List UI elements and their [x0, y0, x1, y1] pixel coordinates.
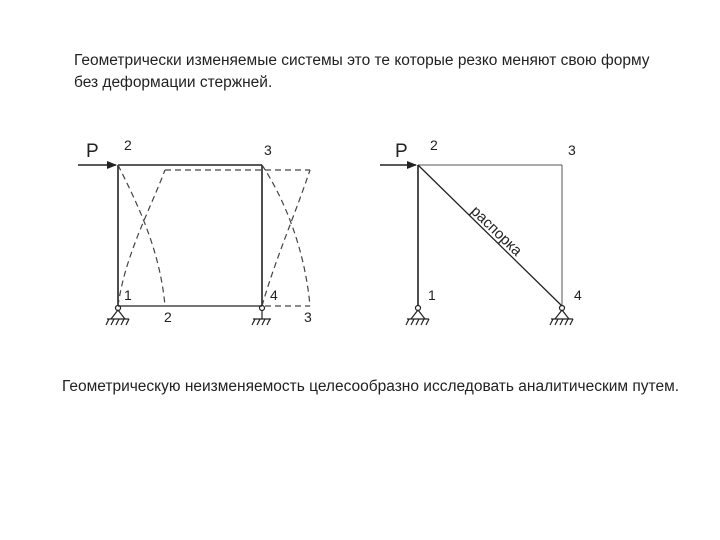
conclusion-text: Геометрическую неизменяемость целесообразно исследовать аналитическим путем.	[62, 378, 680, 395]
right-brace-label: распорка	[467, 202, 526, 260]
right-support-pin-1	[406, 306, 429, 326]
right-force-label: P	[395, 141, 408, 162]
right-node-4-label: 4	[574, 287, 582, 303]
left-support-pin-4	[252, 306, 271, 326]
left-frame	[78, 137, 312, 325]
right-node-3-label: 3	[568, 142, 576, 158]
right-node-1-label: 1	[428, 287, 436, 303]
left-node-3-label: 3	[264, 142, 272, 158]
right-frame	[380, 137, 582, 325]
right-support-pin-4	[550, 306, 573, 326]
left-support-pin-1	[106, 306, 129, 326]
left-shifted-2-label: 2	[164, 309, 172, 325]
left-force-label: P	[86, 141, 99, 162]
left-shifted-3-label: 3	[304, 309, 312, 325]
right-node-2-label: 2	[430, 137, 438, 153]
intro-text: Геометрически изменяемые системы это те которые резко меняют свою форму без деформации стержней.	[74, 52, 650, 91]
left-node-4-label: 4	[270, 287, 278, 303]
left-frame-mechanism-dashed	[118, 165, 310, 306]
left-node-1-label: 1	[124, 287, 132, 303]
left-node-2-label: 2	[124, 137, 132, 153]
